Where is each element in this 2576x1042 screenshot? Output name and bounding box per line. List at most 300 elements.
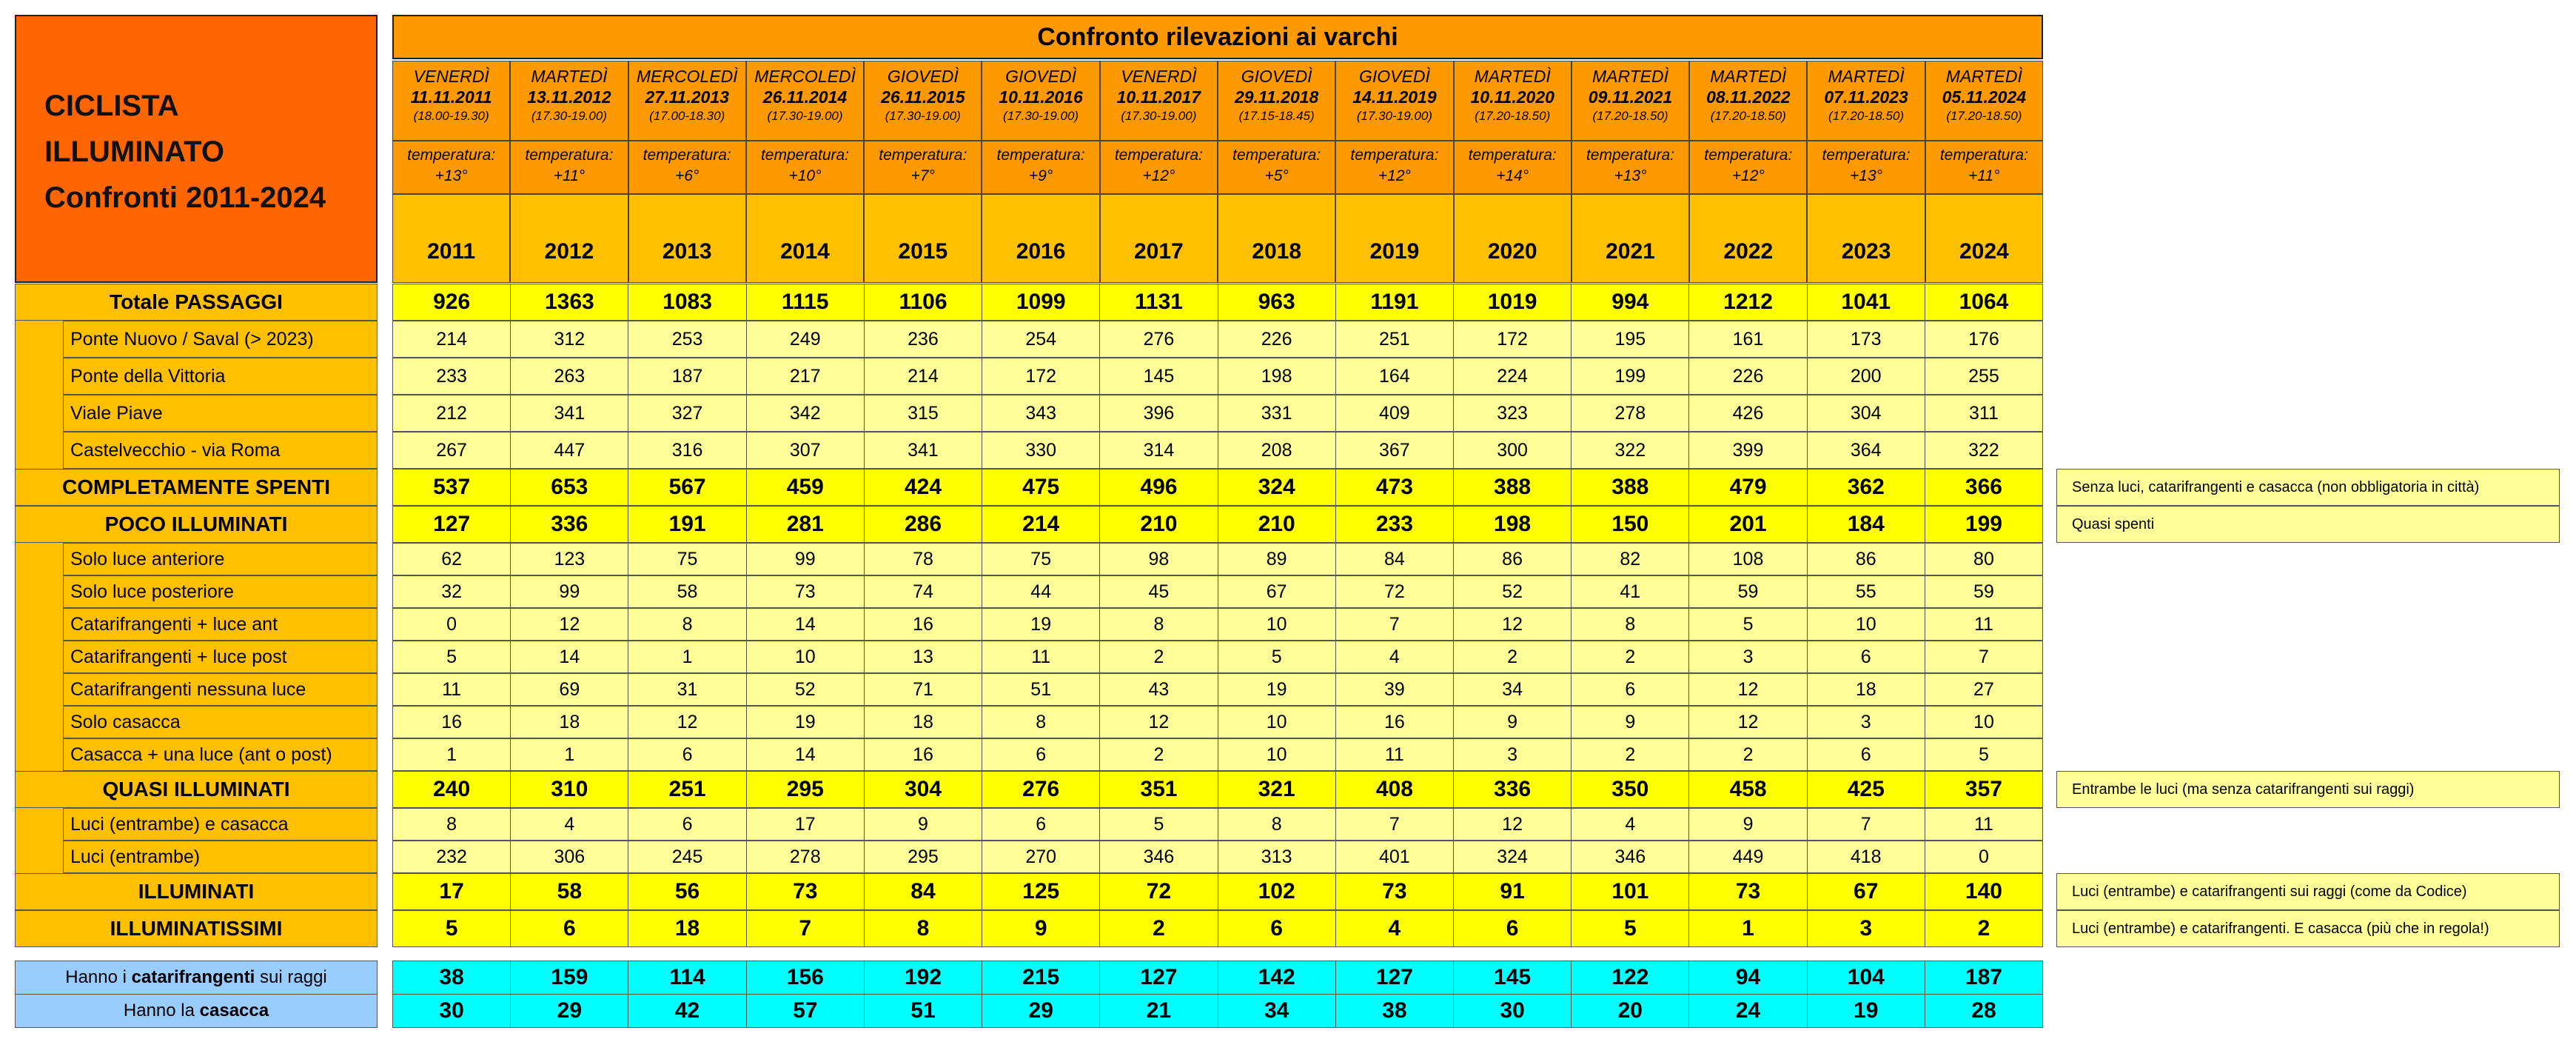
row-label: Luci (entrambe) e casacca — [62, 808, 378, 841]
column-date: 26.11.2015 — [881, 87, 965, 107]
table-cell: 217 — [747, 358, 865, 395]
table-cell: 98 — [1100, 543, 1218, 575]
table-cell: 2 — [1572, 641, 1689, 673]
table-cell: 80 — [1925, 543, 2043, 575]
table-cell: 73 — [747, 575, 865, 608]
table-cell: 314 — [1100, 432, 1218, 469]
column-time: (17.20-18.50) — [1475, 109, 1551, 123]
table-cell: 29 — [511, 994, 628, 1028]
table-cell: 281 — [747, 506, 865, 543]
table-cell: 192 — [865, 961, 982, 995]
table-cell: 295 — [865, 841, 982, 873]
table-row — [392, 284, 2043, 321]
table-cell: 321 — [1218, 771, 1336, 808]
table-cell: 73 — [747, 873, 865, 910]
column-year: 2017 — [1100, 194, 1218, 283]
table-cell: 236 — [865, 321, 982, 358]
table-cell: 31 — [628, 673, 746, 706]
row-label: POCO ILLUMINATI — [15, 506, 378, 543]
column-year: 2012 — [510, 194, 628, 283]
column-header-date-2021 — [1572, 61, 1689, 141]
table-cell: 1064 — [1925, 284, 2043, 321]
table-cell: 263 — [511, 358, 628, 395]
table-cell: 164 — [1336, 358, 1454, 395]
column-time: (17.20-18.50) — [1946, 109, 2022, 123]
table-cell: 473 — [1336, 469, 1454, 506]
table-cell: 8 — [982, 706, 1100, 738]
column-day: VENERDÌ — [1121, 67, 1197, 86]
table-cell: 286 — [865, 506, 982, 543]
table-cell: 73 — [1689, 873, 1807, 910]
table-cell: 11 — [1925, 808, 2043, 841]
table-cell: 191 — [628, 506, 746, 543]
table-cell: 42 — [628, 994, 746, 1028]
table-cell: 214 — [982, 506, 1100, 543]
table-cell: 99 — [511, 575, 628, 608]
table-cell: 16 — [865, 608, 982, 641]
column-year: 2011 — [392, 194, 510, 283]
table-cell: 72 — [1336, 575, 1454, 608]
table-cell: 336 — [1454, 771, 1572, 808]
table-cell: 1115 — [747, 284, 865, 321]
row-label: ILLUMINATI — [15, 873, 378, 910]
table-cell: 567 — [628, 469, 746, 506]
label-text: Hanno i — [65, 967, 132, 987]
table-cell: 399 — [1689, 432, 1807, 469]
table-cell: 58 — [628, 575, 746, 608]
table-cell: 122 — [1572, 961, 1689, 995]
table-cell: 1363 — [511, 284, 628, 321]
table-cell: 94 — [1689, 961, 1807, 995]
table-cell: 278 — [1572, 395, 1689, 432]
table-cell: 9 — [982, 910, 1100, 947]
table-cell: 5 — [392, 910, 511, 947]
table-cell: 200 — [1808, 358, 1925, 395]
label-text: sui raggi — [255, 967, 327, 987]
table-cell: 4 — [511, 808, 628, 841]
column-temperature: temperatura: +5° — [1218, 141, 1335, 194]
table-cell: 102 — [1218, 873, 1336, 910]
table-cell: 537 — [392, 469, 511, 506]
table-cell: 11 — [1336, 738, 1454, 771]
column-time: (17.30-19.00) — [1121, 109, 1197, 123]
table-cell: 8 — [1100, 608, 1218, 641]
column-year: 2013 — [628, 194, 746, 283]
table-cell: 145 — [1100, 358, 1218, 395]
table-cell: 10 — [1218, 608, 1336, 641]
group-bar — [15, 543, 64, 771]
table-cell: 86 — [1808, 543, 1925, 575]
column-year: 2019 — [1335, 194, 1453, 283]
table-cell: 16 — [392, 706, 511, 738]
table-cell: 343 — [982, 395, 1100, 432]
table-cell: 11 — [392, 673, 511, 706]
table-cell: 357 — [1925, 771, 2043, 808]
table-cell: 351 — [1100, 771, 1218, 808]
title-line-1: CICLISTA — [44, 90, 179, 122]
table-cell: 8 — [865, 910, 982, 947]
table-cell: 34 — [1218, 994, 1336, 1028]
table-row — [392, 358, 2043, 395]
table-cell: 18 — [511, 706, 628, 738]
table-cell: 226 — [1218, 321, 1336, 358]
table-cell: 184 — [1808, 506, 1925, 543]
table-cell: 91 — [1454, 873, 1572, 910]
table-cell: 45 — [1100, 575, 1218, 608]
table-cell: 104 — [1808, 961, 1925, 995]
table-cell: 449 — [1689, 841, 1807, 873]
table-cell: 12 — [1454, 608, 1572, 641]
column-date: 11.11.2011 — [410, 87, 492, 107]
table-cell: 323 — [1454, 395, 1572, 432]
column-header-date-2017 — [1100, 61, 1218, 141]
table-cell: 6 — [1808, 738, 1925, 771]
table-cell: 27 — [1925, 673, 2043, 706]
table-cell: 99 — [747, 543, 865, 575]
label-text: Hanno la — [123, 1001, 200, 1021]
table-cell: 458 — [1689, 771, 1807, 808]
table-cell: 123 — [511, 543, 628, 575]
column-header-date-2012 — [510, 61, 628, 141]
table-cell: 409 — [1336, 395, 1454, 432]
table-cell: 7 — [1336, 808, 1454, 841]
table-cell: 496 — [1100, 469, 1218, 506]
table-cell: 1 — [1689, 910, 1807, 947]
table-cell: 316 — [628, 432, 746, 469]
table-cell: 251 — [628, 771, 746, 808]
table-cell: 187 — [628, 358, 746, 395]
table-cell: 10 — [1925, 706, 2043, 738]
column-date: 05.11.2024 — [1942, 87, 2027, 107]
table-cell: 8 — [628, 608, 746, 641]
table-cell: 14 — [747, 608, 865, 641]
table-cell: 12 — [628, 706, 746, 738]
table-cell: 2 — [1100, 738, 1218, 771]
column-year: 2021 — [1572, 194, 1689, 283]
table-cell: 5 — [1218, 641, 1336, 673]
row-note: Luci (entrambe) e catarifrangenti. E casacca (più che in regola!) — [2056, 910, 2560, 947]
table-cell: 34 — [1454, 673, 1572, 706]
table-cell: 29 — [982, 994, 1100, 1028]
table-row — [392, 873, 2043, 910]
table-cell: 72 — [1100, 873, 1218, 910]
table-cell: 341 — [511, 395, 628, 432]
table-row — [392, 771, 2043, 808]
table-cell: 424 — [865, 469, 982, 506]
column-temperature: temperatura: +11° — [1925, 141, 2043, 194]
column-header-date-2023 — [1807, 61, 1925, 141]
table-cell: 1212 — [1689, 284, 1807, 321]
table-cell: 84 — [1336, 543, 1454, 575]
table-cell: 140 — [1925, 873, 2043, 910]
table-cell: 11 — [982, 641, 1100, 673]
table-cell: 10 — [1218, 738, 1336, 771]
table-cell: 251 — [1336, 321, 1454, 358]
table-row — [392, 841, 2043, 873]
table-cell: 82 — [1572, 543, 1689, 575]
title-line-2: ILLUMINATO — [44, 136, 224, 168]
table-cell: 270 — [982, 841, 1100, 873]
table-cell: 51 — [865, 994, 982, 1028]
table-cell: 59 — [1925, 575, 2043, 608]
table-cell: 6 — [1572, 673, 1689, 706]
table-cell: 267 — [392, 432, 511, 469]
table-cell: 5 — [1572, 910, 1689, 947]
table-row — [392, 469, 2043, 506]
table-cell: 12 — [1689, 673, 1807, 706]
column-header-date-2022 — [1689, 61, 1807, 141]
column-time: (17.20-18.50) — [1828, 109, 1905, 123]
row-label: Luci (entrambe) — [62, 841, 378, 873]
table-cell: 3 — [1808, 706, 1925, 738]
table-cell: 0 — [392, 608, 511, 641]
table-cell: 312 — [511, 321, 628, 358]
table-cell: 1041 — [1808, 284, 1925, 321]
column-header-date-2013 — [628, 61, 746, 141]
table-cell: 7 — [747, 910, 865, 947]
table-cell: 362 — [1808, 469, 1925, 506]
table-cell: 52 — [747, 673, 865, 706]
table-cell: 150 — [1572, 506, 1689, 543]
table-cell: 311 — [1925, 395, 2043, 432]
table-cell: 322 — [1925, 432, 2043, 469]
table-cell: 653 — [511, 469, 628, 506]
column-temperature: temperatura: +12° — [1100, 141, 1218, 194]
row-label: Catarifrangenti + luce ant — [62, 608, 378, 641]
table-cell: 327 — [628, 395, 746, 432]
column-date: 13.11.2012 — [527, 87, 611, 107]
table-cell: 278 — [747, 841, 865, 873]
table-cell: 74 — [865, 575, 982, 608]
column-date: 27.11.2013 — [645, 87, 729, 107]
table-row — [392, 808, 2043, 841]
table-cell: 75 — [628, 543, 746, 575]
group-bar — [15, 808, 64, 873]
row-label: Solo casacca — [62, 706, 378, 738]
column-time: (17.30-19.00) — [1003, 109, 1079, 123]
table-cell: 306 — [511, 841, 628, 873]
table-cell: 0 — [1925, 841, 2043, 873]
table-cell: 161 — [1689, 321, 1807, 358]
table-cell: 5 — [1689, 608, 1807, 641]
table-cell: 75 — [982, 543, 1100, 575]
table-cell: 39 — [1336, 673, 1454, 706]
row-label: Castelvecchio - via Roma — [62, 432, 378, 469]
column-header-date-2019 — [1335, 61, 1453, 141]
column-temperature: temperatura: +9° — [982, 141, 1099, 194]
table-cell: 342 — [747, 395, 865, 432]
table-cell: 52 — [1454, 575, 1572, 608]
column-header-date-2014 — [746, 61, 864, 141]
column-time: (17.30-19.00) — [1356, 109, 1432, 123]
table-cell: 16 — [1336, 706, 1454, 738]
table-row — [392, 506, 2043, 543]
table-cell: 408 — [1336, 771, 1454, 808]
column-time: (17.20-18.50) — [1710, 109, 1786, 123]
column-temperature: temperatura: +10° — [746, 141, 864, 194]
table-cell: 41 — [1572, 575, 1689, 608]
table-cell: 226 — [1689, 358, 1807, 395]
row-label: Viale Piave — [62, 395, 378, 432]
column-time: (17.20-18.50) — [1592, 109, 1668, 123]
column-temperature: temperatura: +11° — [510, 141, 628, 194]
column-temperature: temperatura: +12° — [1335, 141, 1453, 194]
table-cell: 78 — [865, 543, 982, 575]
table-cell: 108 — [1689, 543, 1807, 575]
table-cell: 57 — [747, 994, 865, 1028]
table-cell: 233 — [392, 358, 511, 395]
table-cell: 19 — [982, 608, 1100, 641]
table-cell: 210 — [1218, 506, 1336, 543]
table-cell: 6 — [628, 808, 746, 841]
table-cell: 324 — [1454, 841, 1572, 873]
column-day: MARTEDÌ — [1710, 67, 1787, 86]
table-cell: 9 — [865, 808, 982, 841]
table-cell: 475 — [982, 469, 1100, 506]
column-temperature: temperatura: +12° — [1689, 141, 1807, 194]
table-row — [392, 706, 2043, 738]
column-date: 08.11.2022 — [1706, 87, 1791, 107]
row-label: Catarifrangenti nessuna luce — [62, 673, 378, 706]
table-cell: 173 — [1808, 321, 1925, 358]
table-cell: 13 — [865, 641, 982, 673]
table-cell: 304 — [865, 771, 982, 808]
table-cell: 62 — [392, 543, 511, 575]
table-cell: 7 — [1925, 641, 2043, 673]
table-cell: 366 — [1925, 469, 2043, 506]
table-cell: 199 — [1925, 506, 2043, 543]
column-day: MARTEDÌ — [531, 67, 608, 86]
table-cell: 994 — [1572, 284, 1689, 321]
table-cell: 43 — [1100, 673, 1218, 706]
table-cell: 5 — [1925, 738, 2043, 771]
row-label: Casacca + una luce (ant o post) — [62, 738, 378, 771]
table-cell: 388 — [1454, 469, 1572, 506]
column-temperature: temperatura: +13° — [392, 141, 510, 194]
table-cell: 315 — [865, 395, 982, 432]
table-cell: 324 — [1218, 469, 1336, 506]
table-cell: 1191 — [1336, 284, 1454, 321]
table-cell: 56 — [628, 873, 746, 910]
table-cell: 17 — [392, 873, 511, 910]
row-label: Ponte della Vittoria — [62, 358, 378, 395]
table-cell: 30 — [392, 994, 511, 1028]
table-cell: 10 — [1808, 608, 1925, 641]
table-cell: 240 — [392, 771, 511, 808]
row-label: Catarifrangenti + luce post — [62, 641, 378, 673]
table-cell: 310 — [511, 771, 628, 808]
table-cell: 73 — [1336, 873, 1454, 910]
table-cell: 9 — [1689, 808, 1807, 841]
table-row — [392, 543, 2043, 575]
table-cell: 6 — [1808, 641, 1925, 673]
table-cell: 6 — [1218, 910, 1336, 947]
table-cell: 156 — [747, 961, 865, 995]
column-temperature: temperatura: +7° — [864, 141, 982, 194]
table-cell: 159 — [511, 961, 628, 995]
table-cell: 6 — [982, 808, 1100, 841]
table-cell: 401 — [1336, 841, 1454, 873]
row-label: QUASI ILLUMINATI — [15, 771, 378, 808]
table-cell: 255 — [1925, 358, 2043, 395]
table-cell: 7 — [1336, 608, 1454, 641]
column-time: (17.15-18.45) — [1238, 109, 1315, 123]
table-cell: 12 — [1100, 706, 1218, 738]
row-note: Luci (entrambe) e catarifrangenti sui raggi (come da Codice) — [2056, 873, 2560, 910]
table-cell: 224 — [1454, 358, 1572, 395]
column-date: 14.11.2019 — [1352, 87, 1437, 107]
table-cell: 307 — [747, 432, 865, 469]
table-cell: 38 — [392, 961, 511, 995]
table-cell: 2 — [1454, 641, 1572, 673]
column-year: 2016 — [982, 194, 1099, 283]
table-cell: 367 — [1336, 432, 1454, 469]
column-header-date-2011 — [392, 61, 510, 141]
table-cell: 44 — [982, 575, 1100, 608]
column-year: 2023 — [1807, 194, 1925, 283]
table-row — [392, 432, 2043, 469]
table-cell: 330 — [982, 432, 1100, 469]
table-cell: 4 — [1336, 910, 1454, 947]
table-cell: 426 — [1689, 395, 1807, 432]
column-temperature: temperatura: +13° — [1572, 141, 1689, 194]
table-cell: 341 — [865, 432, 982, 469]
table-cell: 8 — [1218, 808, 1336, 841]
column-day: MERCOLEDÌ — [636, 67, 738, 86]
table-cell: 3 — [1689, 641, 1807, 673]
table-cell: 20 — [1572, 994, 1689, 1028]
table-row — [392, 738, 2043, 771]
column-time: (17.30-19.00) — [531, 109, 607, 123]
column-date: 10.11.2017 — [1116, 87, 1201, 107]
column-header-date-2020 — [1454, 61, 1572, 141]
table-cell: 58 — [511, 873, 628, 910]
title-block — [15, 15, 378, 283]
table-cell: 5 — [1100, 808, 1218, 841]
table-cell: 38 — [1336, 994, 1454, 1028]
table-row — [392, 910, 2043, 947]
table-cell: 2 — [1100, 641, 1218, 673]
table-cell: 6 — [1454, 910, 1572, 947]
table-cell: 28 — [1925, 994, 2043, 1028]
table-cell: 67 — [1218, 575, 1336, 608]
column-time: (18.00-19.30) — [413, 109, 489, 123]
table-cell: 86 — [1454, 543, 1572, 575]
table-cell: 199 — [1572, 358, 1689, 395]
column-header-date-2024 — [1925, 61, 2043, 141]
table-cell: 1131 — [1100, 284, 1218, 321]
table-cell: 9 — [1572, 706, 1689, 738]
table-cell: 21 — [1100, 994, 1218, 1028]
column-header-date-2015 — [864, 61, 982, 141]
table-cell: 2 — [1925, 910, 2043, 947]
table-cell: 84 — [865, 873, 982, 910]
column-temperature: temperatura: +6° — [628, 141, 746, 194]
row-label: COMPLETAMENTE SPENTI — [15, 469, 378, 506]
table-cell: 127 — [1100, 961, 1218, 995]
table-cell: 1019 — [1454, 284, 1572, 321]
table-cell: 6 — [982, 738, 1100, 771]
title-line-3: Confronti 2011-2024 — [44, 181, 326, 214]
table-cell: 19 — [1808, 994, 1925, 1028]
table-cell: 300 — [1454, 432, 1572, 469]
table-cell: 7 — [1808, 808, 1925, 841]
table-cell: 388 — [1572, 469, 1689, 506]
table-cell: 127 — [1336, 961, 1454, 995]
table-row — [392, 961, 2043, 995]
table-cell: 3 — [1808, 910, 1925, 947]
table-cell: 459 — [747, 469, 865, 506]
